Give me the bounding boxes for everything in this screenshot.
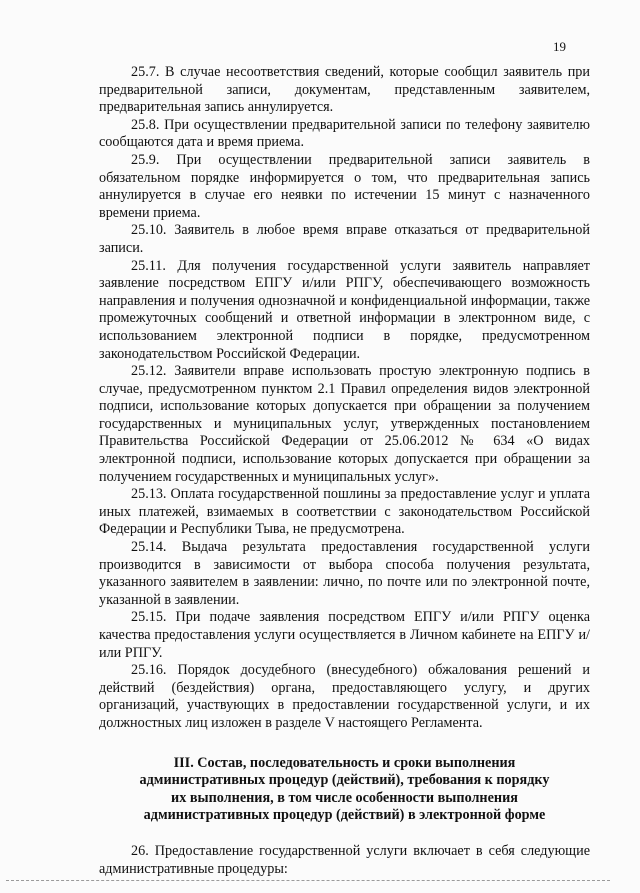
section-heading-line: административных процедур (действий) в электронной форме	[143, 807, 546, 824]
paragraph-25-10: 25.10. Заявитель в любое время вправе отказаться от предварительной записи.	[99, 222, 590, 256]
paragraph-26: 26. Предоставление государственной услуги включает в себя следующие административные процедуры:	[99, 842, 590, 877]
paragraph-25-8: 25.8. При осуществлении предварительной записи по телефону заявителю сообщаются дата и время приема.	[99, 116, 590, 151]
paragraph-25-7: 25.7. В случае несоответствия сведений, которые сообщил заявитель при предварительной записи, документам, представленным заявителем, предварительная запись аннулируется.	[99, 64, 590, 116]
page-number: 19	[553, 39, 566, 54]
paragraph-25-13: 25.13. Оплата государственной пошлины за предоставление услуг и уплата иных платежей, взимаемых в соответствии с законодательством Российской Федерации и Республики Тыва, не предусмотрена.	[99, 486, 590, 538]
page-bottom-edge	[6, 880, 610, 881]
document-body	[99, 64, 590, 878]
paragraph-25-9: 25.9. При осуществлении предварительной записи заявитель в обязательном порядке информируется о том, что предварительная запись аннулируется в случае его неявки по истечении 15 минут с назначенного времени приема.	[99, 151, 590, 221]
section-heading-line: административных процедур (действий), требования к порядку	[139, 772, 550, 789]
paragraph-25-14: 25.14. Выдача результата предоставления государственной услуги производится в зависимости от выбора способа получения результата, указанного заявителем в заявлении: лично, по почте или по электронной почте, указанной в заявлении.	[99, 539, 590, 608]
paragraph-25-12: 25.12. Заявители вправе использовать простую электронную подпись в случае, предусмотренном пунктом 2.1 Правил определения видов электронной подписи, использование которых допускается при обращении за получением государственных и муниципальных услуг, утвержденных постановлением Правительства Российской Федерации от 25.06.2012 № 634 «О видах электронной подписи, использование которых допускается при обращении за получением государственных и муниципальных услуг».	[99, 363, 590, 485]
section-heading	[99, 755, 590, 825]
section-heading-line: их выполнения, в том числе особенности выполнения	[171, 789, 518, 806]
section-heading-line: III. Состав, последовательность и сроки выполнения	[173, 754, 516, 771]
paragraph-25-16: 25.16. Порядок досудебного (внесудебного) обжалования решений и действий (бездействия) органа, предоставляющего услугу, и других организаций, участвующих в предоставлении государственной услуги, и их должностных лиц изложен в разделе V настоящего Регламента.	[99, 662, 590, 731]
paragraph-25-15: 25.15. При подаче заявления посредством ЕПГУ и/или РПГУ оценка качества предоставления услуги осуществляется в Личном кабинете на ЕПГУ и/или РПГУ.	[99, 609, 590, 661]
paragraph-25-11: 25.11. Для получения государственной услуги заявитель направляет заявление посредством ЕПГУ и/или РПГУ, обеспечивающего возможность направления и получения однозначной и конфиденциальной информации, также промежуточных сообщений и ответной информации в электронном виде, с использованием электронной подписи в порядке, предусмотренном законодательством Российской Федерации.	[99, 257, 590, 362]
